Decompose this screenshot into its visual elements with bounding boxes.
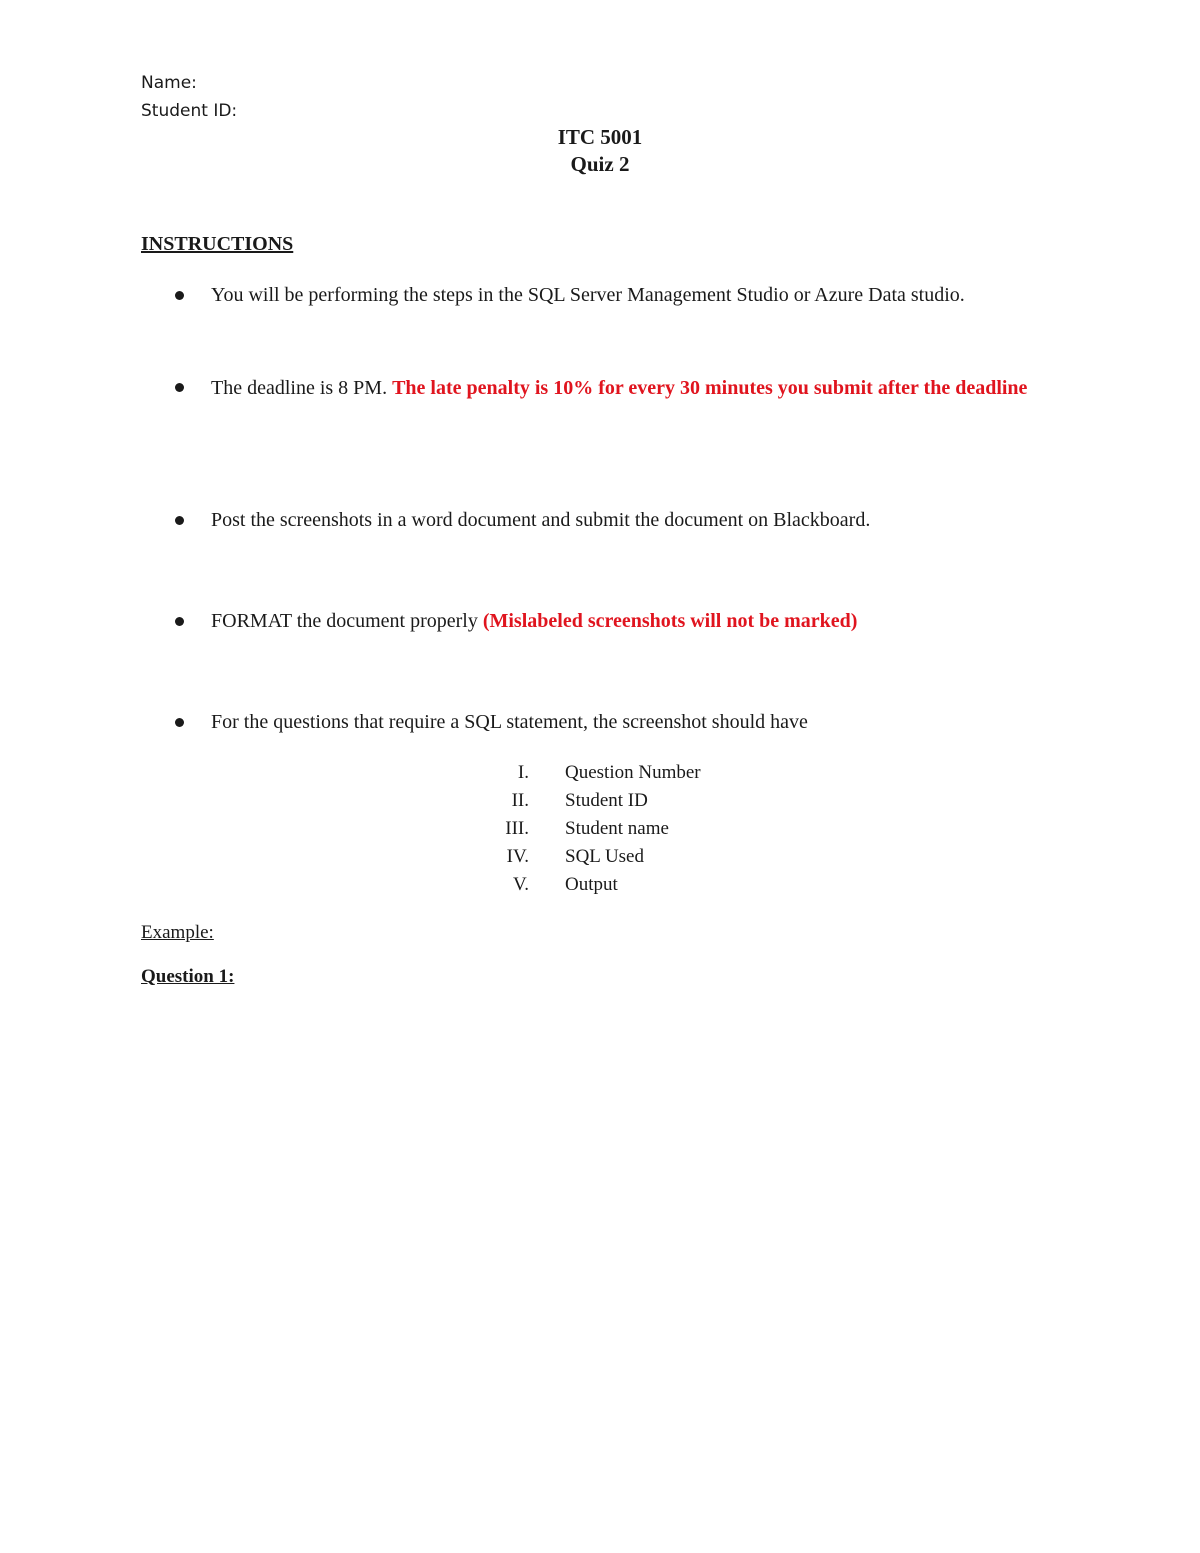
instructions-heading: INSTRUCTIONS [141, 233, 294, 255]
bullet-icon [175, 383, 184, 392]
bullet-icon [175, 291, 184, 300]
instruction-text: FORMAT the document properly [211, 610, 483, 632]
roman-numeral: III. [505, 818, 529, 839]
required-item [0, 815, 1200, 843]
name-label: Name: [141, 73, 197, 93]
instruction-item [211, 606, 1071, 637]
instruction-item [211, 280, 1071, 311]
instruction-item [211, 707, 1071, 738]
bullet-icon [175, 617, 184, 626]
required-item [0, 843, 1200, 871]
required-item [0, 787, 1200, 815]
instruction-text: You will be performing the steps in the SQL Server Management Studio or Azure Data studio. [211, 284, 965, 306]
required-item-text: Student name [565, 818, 669, 839]
mislabel-warning: (Mislabeled screenshots will not be marked) [482, 610, 858, 632]
required-item [0, 871, 1200, 899]
required-item [0, 759, 1200, 787]
instruction-text: Post the screenshots in a word document and submit the document on Blackboard. [211, 509, 871, 531]
required-item-text: SQL Used [565, 846, 644, 867]
course-title: ITC 5001 [557, 125, 643, 149]
instruction-text: The deadline is 8 PM. [211, 377, 393, 399]
question-label: Question 1: [141, 966, 235, 987]
late-penalty-warning: The late penalty is 10% for every 30 minutes you submit after the deadline [392, 377, 1028, 399]
required-item-text: Student ID [565, 790, 648, 811]
roman-numeral: IV. [506, 846, 529, 867]
required-item-text: Question Number [565, 762, 701, 783]
instruction-item [211, 505, 1071, 536]
instruction-item [211, 373, 1071, 404]
bullet-icon [175, 516, 184, 525]
roman-numeral: II. [511, 790, 529, 811]
instruction-text: For the questions that require a SQL statement, the screenshot should have [211, 711, 808, 733]
bullet-icon [175, 718, 184, 727]
student-id-label: Student ID: [141, 101, 238, 121]
required-item-text: Output [565, 874, 618, 895]
roman-numeral: V. [512, 874, 529, 895]
quiz-title: Quiz 2 [570, 152, 630, 176]
roman-numeral: I. [517, 762, 529, 783]
example-label: Example: [141, 922, 214, 943]
